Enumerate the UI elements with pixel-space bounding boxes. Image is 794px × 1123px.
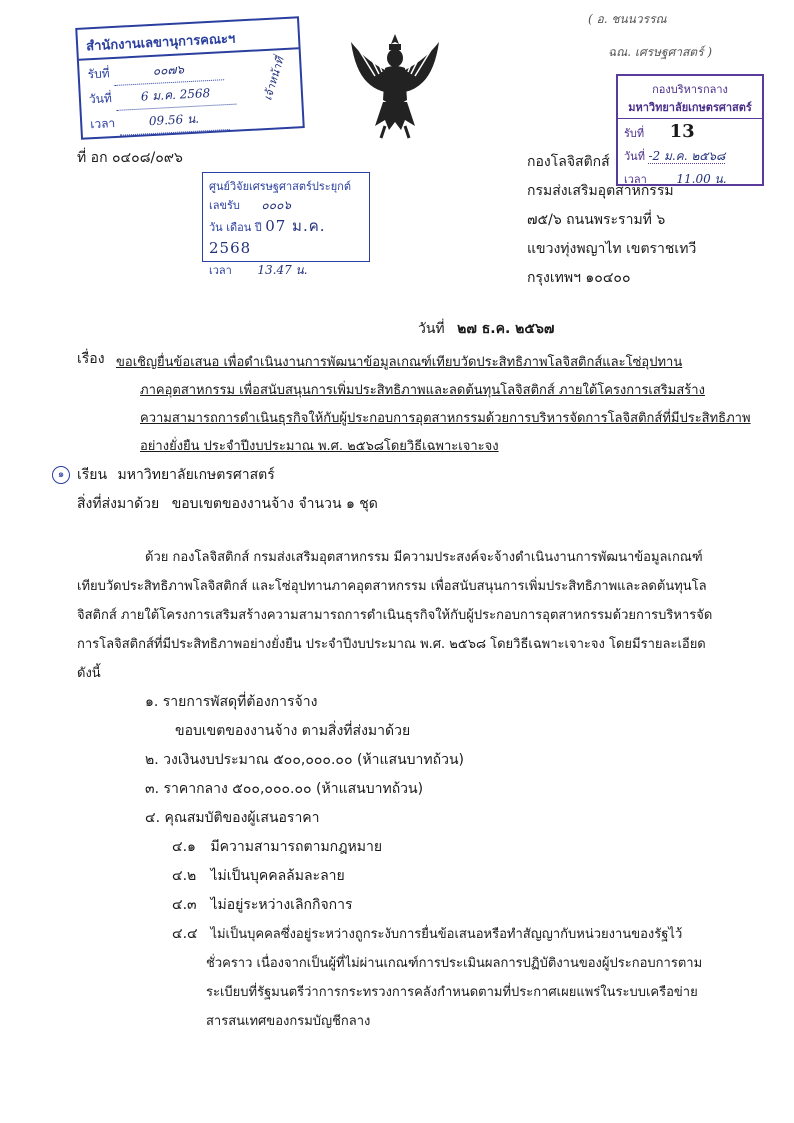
stamp-center-rec-value: ๐๐๐๖ [261,198,292,212]
stamp-central-time-value: 11.00 น. [676,172,727,186]
sender-line: กรุงเทพฯ ๑๐๔๐๐ [527,270,631,286]
stamp-rec-value: ๐๐๗๖ [113,55,224,86]
stamp-central-rec-value: 13 [669,121,695,142]
document-number: ที่ อก ๐๔๐๘/๐๙๖ [77,150,183,166]
list-item: ๓. ราคากลาง ๕๐๐,๐๐๐.๐๐ (ห้าแสนบาทถ้วน) [145,781,424,797]
stamp-central-date-value: -2 ม.ค. ๒๕๖๘ [648,149,726,163]
body-line: ด้วย กองโลจิสติกส์ กรมส่งเสริมอุตสาหกรรม มีความประสงค์จะจ้างดำเนินงานการพัฒนาข้อมูลเกณฑ์ [145,550,703,565]
list-item: ๑. รายการพัสดุที่ต้องการจ้าง [145,694,318,710]
recipient [77,465,275,485]
stamp-center-date-value: 07 ม.ค. 2568 [209,217,326,257]
stamp-central-date-label: วันที่ [624,150,645,163]
stamp-date-label: วันที่ [88,91,113,107]
recipient-value: มหาวิทยาลัยเกษตรศาสตร์ [117,467,275,483]
handwritten-note-line2: ฉณ. เศรษฐศาสตร์ ) [608,45,713,59]
stamp-research-center [202,172,370,277]
document-date [418,319,554,339]
stamp-time-value: 09.56 น. [118,105,229,136]
stamp-central-org: มหาวิทยาลัยเกษตรศาสตร์ [618,98,762,119]
sender-line: แขวงทุ่งพญาไท เขตราชเทวี [527,241,697,257]
handwritten-note-line1: ( อ. ชนนวรรณ [588,12,667,26]
subitems-list [172,833,702,1036]
body-line: จิสติกส์ ภายใต้โครงการเสริมสร้างความสามารถการดำเนินธุรกิจให้กับผู้ประกอบการอุตสาหกรรมด้วยการบริหารจัด [77,608,713,623]
circled-margin-mark [52,466,70,484]
garuda-emblem-icon [345,30,445,140]
subitem-cont-line: สารสนเทศของกรมบัญชีกลาง [206,1014,371,1029]
stamp-signature: เจ้าหน้าที่ [261,55,288,102]
subject-block [116,349,751,461]
stamp-secretariat-office [75,16,305,140]
subitem [172,920,702,949]
handwritten-note [588,10,712,62]
sender-line: ๗๕/๖ ถนนพระรามที่ ๖ [527,212,666,228]
stamp-rec-label: รับที่ [87,66,110,82]
stamp-date-value: 6 ม.ค. 2568 [115,80,236,111]
sender-line: กรมส่งเสริมอุตสาหกรรม [527,183,674,199]
subitem-text: ไม่อยู่ระหว่างเลิกกิจการ [210,897,353,913]
attachment-label: สิ่งที่ส่งมาด้วย [77,496,160,512]
items-list [145,688,464,833]
stamp-central-time-label: เวลา [624,173,647,186]
subject-line: อย่างยั่งยืน ประจำปีงบประมาณ พ.ศ. ๒๕๖๘โดยวิธีเฉพาะเจาะจง [140,439,499,454]
recipient-label: เรียน [77,467,108,483]
subject-line: ความสามารถการดำเนินธุรกิจให้กับผู้ประกอบการอุตสาหกรรมด้วยการบริหารจัดการโลจิสติกส์ที่มีประสิทธิภาพ [140,411,751,426]
subitem [172,833,702,862]
subitem-cont-line: ชั่วคราว เนื่องจากเป็นผู้ที่ไม่ผ่านเกณฑ์การประเมินผลการปฏิบัติงานของผู้ประกอบการตาม [206,956,703,971]
subitem-text: ไม่เป็นบุคคลล้มละลาย [210,868,345,884]
body-line: ดังนี้ [77,666,101,681]
subitem [172,891,702,920]
body-line: เทียบวัดประสิทธิภาพโลจิสติกส์ และโซ่อุปทานภาคอุตสาหกรรม เพื่อสนับสนุนการเพิ่มประสิทธิภาพและลดต้นทุนโล [77,579,707,594]
subject-line: ขอเชิญยื่นข้อเสนอ เพื่อดำเนินงานการพัฒนาข้อมูลเกณฑ์เทียบวัดประสิทธิภาพโลจิสติกส์และโซ่อุปทาน [116,355,683,370]
subject-label: เรื่อง [77,351,105,367]
sender-address [527,148,696,293]
stamp-central-title: กองบริหารกลาง [652,83,728,96]
subject-line: ภาคอุตสาหกรรม เพื่อสนับสนุนการเพิ่มประสิทธิภาพและลดต้นทุนโลจิสติกส์ ภายใต้โครงการเสริมสร้าง [140,383,705,398]
stamp-center-rec-label: เลขรับ [209,199,240,212]
subitem [172,862,702,891]
stamp-center-date-label: วัน เดือน ปี [209,221,262,234]
subitem-text: ไม่เป็นบุคคลซึ่งอยู่ระหว่างถูกระงับการยื่นข้อเสนอหรือทำสัญญากับหน่วยงานของรัฐไว้ [210,927,683,942]
body-paragraph [77,543,712,688]
stamp-center-time-value: 13.47 น. [257,263,308,277]
stamp-central-rec-label: รับที่ [624,127,645,140]
margin-mark-text: ๑ [57,469,65,480]
date-label: วันที่ [418,321,445,337]
subitem-number: ๔.๑ [172,839,196,855]
list-item: ๔. คุณสมบัติของผู้เสนอราคา [145,810,320,826]
subitem-number: ๔.๓ [172,897,197,913]
stamp-center-title: ศูนย์วิจัยเศรษฐศาสตร์ประยุกต์ [209,180,351,193]
attachment [77,494,378,514]
subitem-continuation [206,949,702,1036]
stamp-time-label: เวลา [89,115,116,132]
subitem-text: มีความสามารถตามกฎหมาย [210,839,383,855]
list-item: ขอบเขตของงานจ้าง ตามสิ่งที่ส่งมาด้วย [175,723,411,739]
stamp-title: สำนักงานเลขานุการคณะฯ [77,18,298,60]
subitem-number: ๔.๒ [172,868,197,884]
subitem-cont-line: ระเบียบที่รัฐมนตรีว่าการกระทรวงการคลังกำหนดตามที่ประกาศเผยแพร่ในระบบเครือข่าย [206,985,698,1000]
list-item: ๒. วงเงินงบประมาณ ๕๐๐,๐๐๐.๐๐ (ห้าแสนบาทถ้วน) [145,752,464,768]
body-line: การโลจิสติกส์ที่มีประสิทธิภาพอย่างยั่งยืน ประจำปีงบประมาณ พ.ศ. ๒๕๖๘ โดยวิธีเฉพาะเจาะจง โดยมีรายละเอียด [77,637,706,652]
subitem-number: ๔.๔ [172,926,198,942]
sender-line: กองโลจิสติกส์ [527,154,610,170]
attachment-value: ขอบเขตของงานจ้าง จำนวน ๑ ชุด [171,496,378,512]
stamp-center-time-label: เวลา [209,264,232,277]
date-value: ๒๗ ธ.ค. ๒๕๖๗ [457,321,555,337]
